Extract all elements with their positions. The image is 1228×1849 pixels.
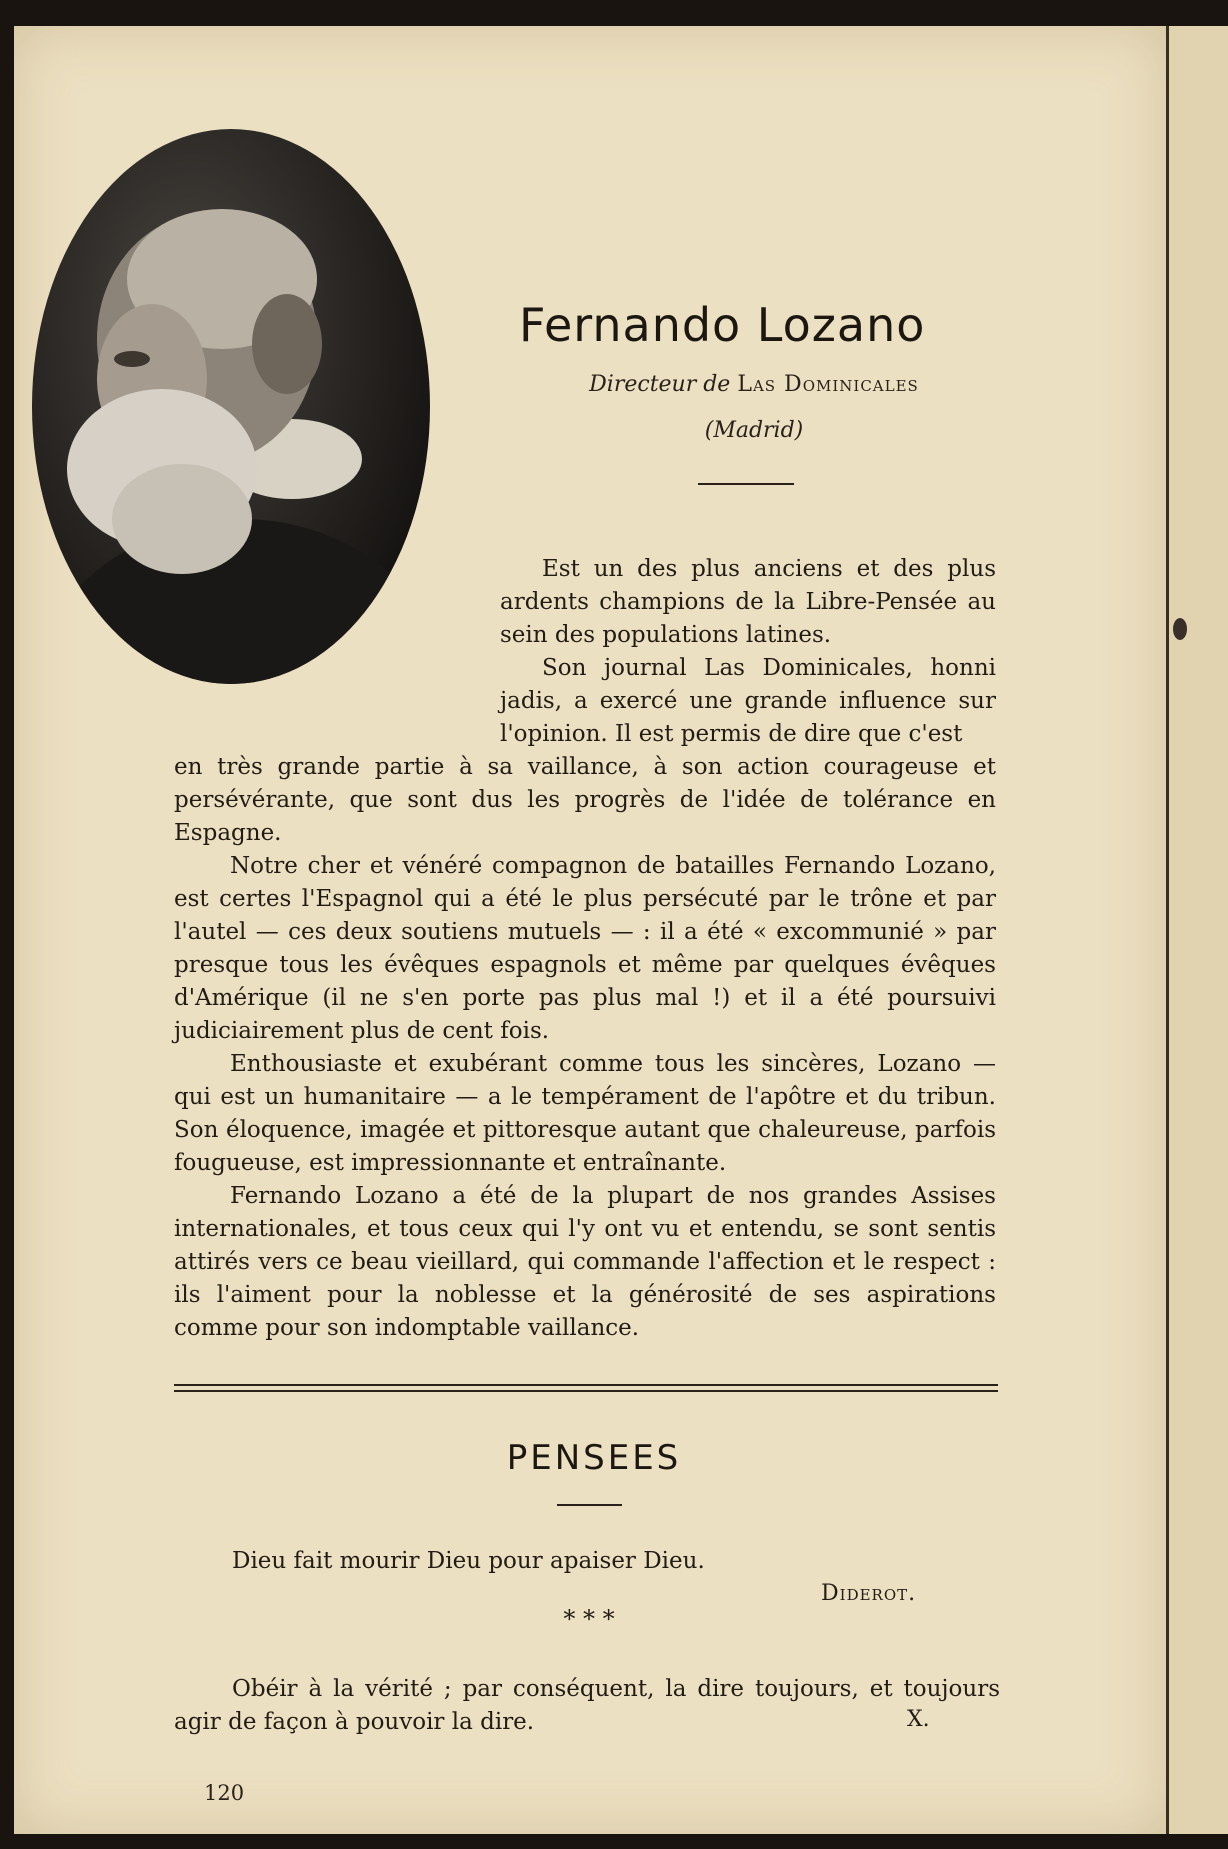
bio-paragraph-1: Est un des plus anciens et des plus ardents champions de la Libre-Pensée au sein des populations latines. [500,556,996,648]
quote-1: Dieu fait mourir Dieu pour apaiser Dieu. [232,1548,705,1574]
bio-paragraph-5: Fernando Lozano a été de la plupart de nos grandes Assises internationales, et tous ceux qui l'y ont vu et entendu, se sont sentis attirés vers ce beau vieillard, qui commande l'affection et le respect : ils l'aiment pour la noblesse et la générosité de ses aspirations comme pour son indomptable vaillance. [174,1183,996,1341]
subtitle-place: (Madrid) [704,418,804,443]
page-number: 120 [204,1781,245,1805]
asterism: * * * [563,1605,615,1633]
portrait-photo [32,129,430,684]
portrait-illustration [32,129,430,684]
bio-paragraph-3: Notre cher et vénéré compagnon de batailles Fernando Lozano, est certes l'Espagnol qui a été le plus persécuté par le trône et par l'autel — ces deux soutiens mutuels — : il a été « excommunié » par presque tous les évêques espagnols et même par quelques évêques d'Amérique (il ne s'en porte pas plus mal !) et il a été poursuivi judiciairement plus de cent fois. [174,853,996,1044]
page-title: Fernando Lozano [519,298,926,352]
next-page-edge [1166,26,1228,1834]
ink-mark [1173,618,1187,640]
bio-body [174,751,996,1345]
divider-short [698,483,794,485]
bio-intro [500,553,996,751]
journal-name: Las Dominicales [737,372,919,397]
quote-2-author: X. [907,1707,930,1732]
subtitle-role [534,372,974,397]
bio-paragraph-4: Enthousiaste et exubérant comme tous les sincères, Lozano — qui est un humanitaire — a le tempérament de l'apôtre et du tribun. Son éloquence, imagée et pittoresque autant que chaleureuse, parfois fougueuse, est impressionnante et entraînante. [174,1051,996,1176]
bio-paragraph-2a: Son journal Las Dominicales, honni jadis, a exercé une grande influence sur l'opinion. Il est permis de dire que c'est [500,655,996,747]
section-divider [174,1384,998,1392]
role-label: Directeur de [589,372,731,397]
section-title-pensees: PENSEES [506,1438,682,1478]
bio-paragraph-2b: en très grande partie à sa vaillance, à son action courageuse et persévérante, que sont dus les progrès de l'idée de tolérance en Espagne. [174,754,996,846]
quote-1-author: Diderot. [821,1581,917,1606]
divider-short-2 [557,1504,622,1506]
quote-2: Obéir à la vérité ; par conséquent, la dire toujours, et toujours agir de façon à pouvoir la dire. [174,1676,1000,1735]
book-page [14,26,1166,1834]
